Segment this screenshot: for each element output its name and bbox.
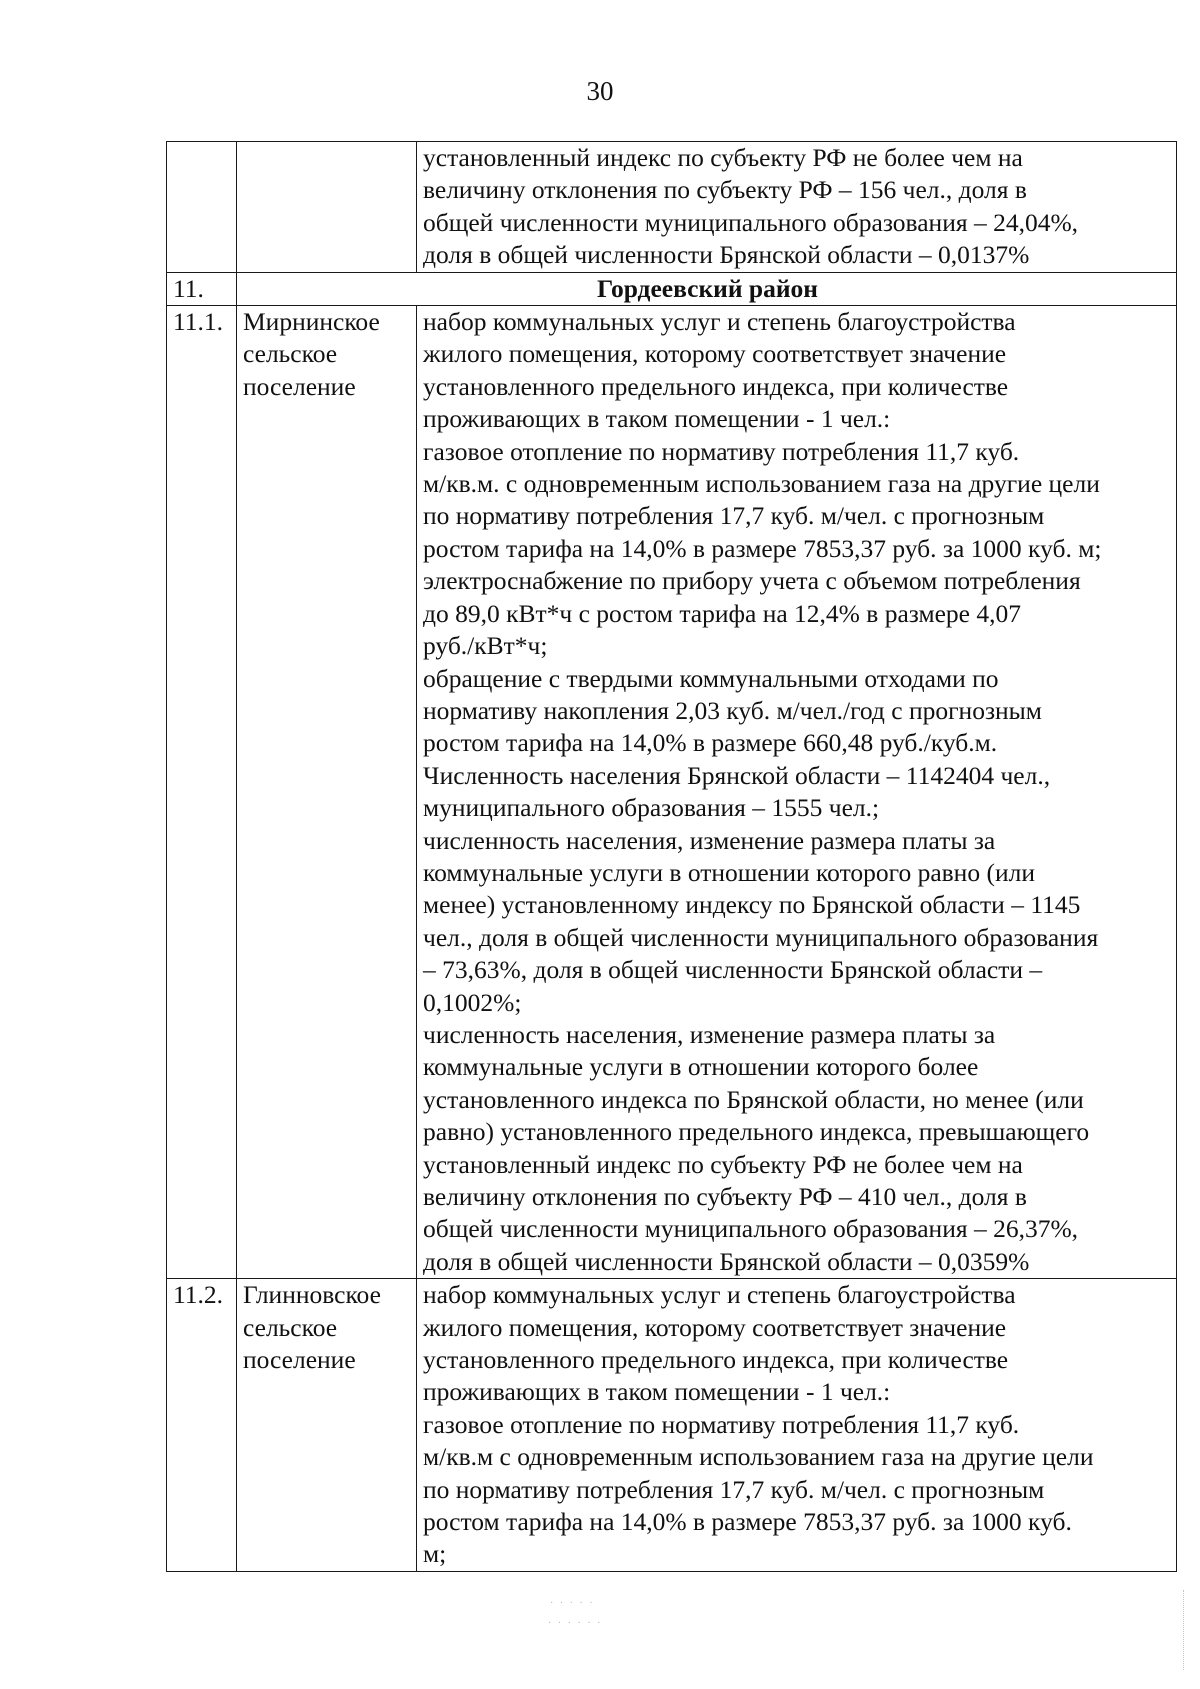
district-title: Гордеевский район: [237, 272, 1177, 305]
text-line: чел., доля в общей численности муниципального образования: [423, 922, 1099, 952]
text-line: численность населения, изменение размера платы за: [423, 1019, 996, 1049]
page-number: 30: [586, 76, 614, 106]
text-line: величину отклонения по субъекту РФ – 156 чел., доля в: [423, 175, 1027, 205]
settlement-number: 11.1.: [167, 306, 237, 1279]
district-number: 11.: [167, 272, 237, 305]
text-line: газовое отопление по нормативу потребления 11,7 куб.: [423, 1409, 1020, 1439]
text-line: ростом тарифа на 14,0% в размере 660,48 руб./куб.м.: [423, 728, 998, 758]
text-line: численность населения, изменение размера платы за: [423, 825, 996, 855]
text-line: проживающих в таком помещении - 1 чел.:: [423, 404, 891, 434]
text-line: коммунальные услуги в отношении которого равно (или: [423, 857, 1035, 887]
text-line: величину отклонения по субъекту РФ – 410 чел., доля в: [423, 1182, 1027, 1211]
settlement-description-cell: [417, 142, 1177, 273]
table-row-settlement: [167, 306, 1177, 1279]
settlement-name-line: Мирнинское: [243, 307, 380, 337]
text-line: набор коммунальных услуг и степень благоустройства: [423, 1280, 1016, 1310]
text-line: газовое отопление по нормативу потребления 11,7 куб.: [423, 436, 1020, 466]
text-line: муниципального образования – 1555 чел.;: [423, 793, 880, 823]
text-line: равно) установленного предельного индекса, превышающего: [423, 1117, 1090, 1147]
text-line: по нормативу потребления 17,7 куб. м/чел. с прогнозным: [423, 1474, 1045, 1504]
settlement-name-cell: [237, 1279, 417, 1572]
text-line: м;: [423, 1539, 447, 1569]
row-number-cell: [167, 142, 237, 273]
settlement-name-line: поселение: [243, 1345, 356, 1375]
text-line: м/кв.м. с одновременным использованием газа на другие цели: [423, 469, 1100, 499]
text-line: общей численности муниципального образования – 24,04%,: [423, 207, 1079, 237]
text-line: менее) установленному индексу по Брянской области – 1145: [423, 890, 1081, 920]
text-line: доля в общей численности Брянской области – 0,0137%: [423, 240, 1030, 270]
scan-edge-mark: [1183, 1590, 1185, 1670]
text-line: ростом тарифа на 14,0% в размере 7853,37 руб. за 1000 куб.: [423, 1507, 1072, 1537]
settlement-name-cell: [237, 306, 417, 1279]
table-row-continuation: [167, 142, 1177, 273]
settlement-name-line: Глинновское: [243, 1280, 381, 1310]
text-line: Численность населения Брянской области – 1142404 чел.,: [423, 760, 1051, 790]
settlement-name-cell: [237, 142, 417, 273]
text-line: электроснабжение по прибору учета с объемом потребления: [423, 566, 1081, 596]
text-line: коммунальные услуги в отношении которого более: [423, 1052, 979, 1082]
text-line: руб./кВт*ч;: [423, 631, 548, 661]
settlement-name-line: сельское: [243, 1312, 338, 1342]
table-row-district: [167, 272, 1177, 305]
text-line: установленного индекса по Брянской области, но менее (или: [423, 1084, 1084, 1114]
text-line: установленного предельного индекса, при количестве: [423, 1345, 1009, 1375]
text-line: – 73,63%, доля в общей численности Брянской области –: [423, 955, 1043, 985]
settlement-name-line: сельское: [243, 339, 338, 369]
table-row-settlement: [167, 1279, 1177, 1572]
scan-speckle: · · · · ·: [550, 1598, 595, 1609]
settlement-number: 11.2.: [167, 1279, 237, 1572]
text-line: общей численности муниципального образования – 26,37%,: [423, 1214, 1079, 1244]
settlement-description-cell: [417, 1279, 1177, 1572]
scan-speckle: · · · · · ·: [548, 1618, 603, 1629]
settlement-description-cell: [417, 306, 1177, 1279]
text-line: обращение с твердыми коммунальными отходами по: [423, 663, 999, 693]
text-line: установленный индекс по субъекту РФ не более чем на: [423, 1149, 1023, 1179]
text-line: жилого помещения, которому соответствует значение: [423, 1312, 1007, 1342]
settlement-name-line: поселение: [243, 371, 356, 401]
text-line: м/кв.м с одновременным использованием газа на другие цели: [423, 1442, 1094, 1472]
text-line: до 89,0 кВт*ч с ростом тарифа на 12,4% в размере 4,07: [423, 598, 1022, 628]
text-line: 0,1002%;: [423, 987, 522, 1017]
text-line: нормативу накопления 2,03 куб. м/чел./год с прогнозным: [423, 695, 1042, 725]
settlements-table: [166, 141, 1177, 1572]
text-line: проживающих в таком помещении - 1 чел.:: [423, 1377, 891, 1407]
text-line: жилого помещения, которому соответствует значение: [423, 339, 1007, 369]
text-line: доля в общей численности Брянской области – 0,0359%: [423, 1246, 1030, 1276]
text-line: по нормативу потребления 17,7 куб. м/чел. с прогнозным: [423, 501, 1045, 531]
text-line: набор коммунальных услуг и степень благоустройства: [423, 307, 1016, 337]
text-line: установленный индекс по субъекту РФ не более чем на: [423, 143, 1023, 172]
text-line: установленного предельного индекса, при количестве: [423, 371, 1009, 401]
text-line: ростом тарифа на 14,0% в размере 7853,37 руб. за 1000 куб. м;: [423, 533, 1102, 563]
